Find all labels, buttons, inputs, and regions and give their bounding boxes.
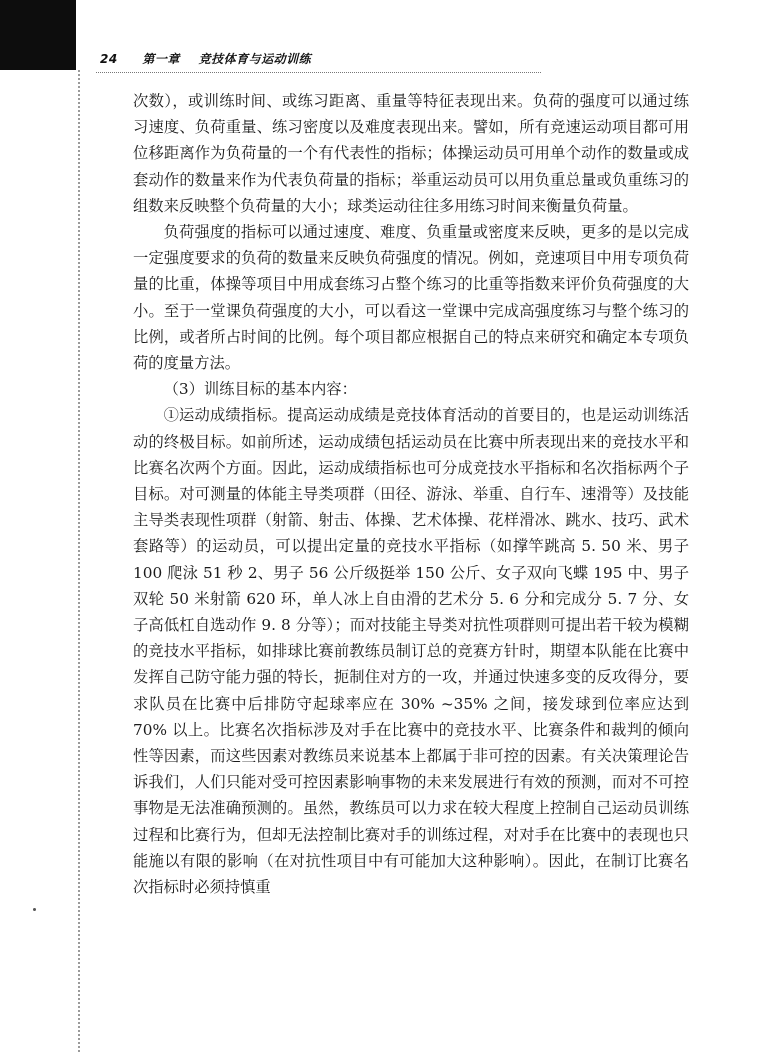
page-number: 24 <box>100 52 118 66</box>
chapter-label: 第一章 <box>142 52 180 66</box>
scan-speck <box>33 908 36 911</box>
binding-edge-line <box>78 70 80 1052</box>
section-heading: （3）训练目标的基本内容： <box>163 380 357 399</box>
running-header <box>100 50 311 67</box>
paragraph-performance-index: ①运动成绩指标。提高运动成绩是竞技体育活动的首要目的，也是运动训练活动的终极目标。如前所述，运动成绩包括运动员在比赛中所表现出来的竞技水平和比赛名次两个方面。因此，运动成绩指标也可分成竞技水平指标和名次指标两个子目标。对可测量的体能主导类项群（田径、游泳、举重、自行车、速滑等）及技能主导类表现性项群（射箭、射击、体操、艺术体操、花样滑冰、跳水、技巧、武术套路等）的运动员，可以提出定量的竞技水平指标（如撑竿跳高 5. 50 米、男子 100 爬泳 51 秒 2、男子 56 公斤级挺举 150 公斤、女子双向飞蝶 195 中、男子双轮 50 米射箭 620 环，单人冰上自由滑的艺术分 5. 6 分和完成分 5. 7 分、女子高低杠自选动作 9. 8 分等）；而对技能主导类对抗性项群则可提出若干较为模糊的竞技水平指标，如排球比赛前教练员制订总的竞赛方针时，期望本队能在比赛中发挥自己防守能力强的特长，扼制住对方的一攻，并通过快速多变的反攻得分，要求队员在比赛中后排防守起球率应在 30% ~35% 之间，接发球到位率应达到 70% 以上。比赛名次指标涉及对手在比赛中的竞技水平、比赛条件和裁判的倾向性等因素，而这些因素对教练员来说基本上都属于非可控的因素。有关决策理论告诉我们，人们只能对受可控因素影响事物的未来发展进行有效的预测，而对不可控事物是无法准确预测的。虽然，教练员可以力求在较大程度上控制自己运动员训练过程和比赛行为，但却无法控制比赛对手的训练过程，对对手在比赛中的表现也只能施以有限的影响（在对抗性项目中有可能加大这种影响）。因此，在制订比赛名次指标时必须持慎重 <box>133 406 689 897</box>
header-rule <box>96 72 541 73</box>
body-text <box>133 88 689 900</box>
paragraph-load-intensity: 负荷强度的指标可以通过速度、难度、负重量或密度来反映，更多的是以完成一定强度要求的负荷的数量来反映负荷强度的情况。例如，竞速项目中用专项负荷量的比重，体操等项目中用成套练习占整个练习的比重等指数来评价负荷强度的大小。至于一堂课负荷强度的大小，可以看这一堂课中完成高强度练习与整个练习的比例，或者所占时间的比例。每个项目都应根据自己的特点来研究和确定本专项负荷的度量方法。 <box>133 223 689 373</box>
paragraph-continued: 次数），或训练时间、或练习距离、重量等特征表现出来。负荷的强度可以通过练习速度、负荷重量、练习密度以及难度表现出来。譬如，所有竞速运动项目都可用位移距离作为负荷量的一个有代表性的指标；体操运动员可用单个动作的数量或成套动作的数量来作为代表负荷量的指标；举重运动员可以用负重总量或负重练习的组数来反映整个负荷量的大小；球类运动往往多用练习时间来衡量负荷量。 <box>133 92 689 215</box>
page-corner-block <box>0 0 76 70</box>
chapter-title: 竞技体育与运动训练 <box>198 52 312 66</box>
